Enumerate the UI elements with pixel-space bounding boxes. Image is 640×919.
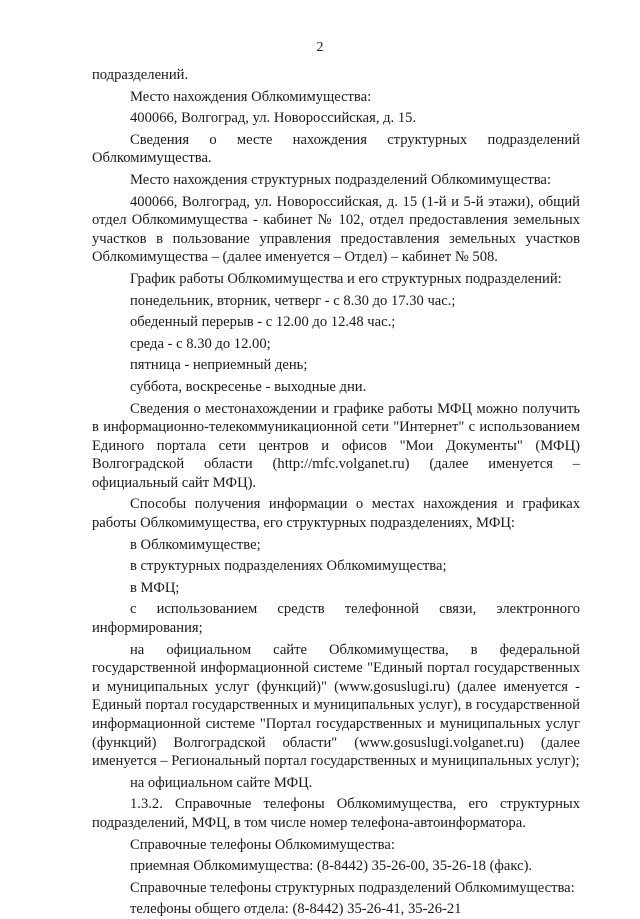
paragraph: на официальном сайте Облкомимущества, в федеральной государственной информационной системе "Единый портал государственных и муниципальных услуг (функций)" (www.gosuslugi.ru) (далее именуется - Единый портал государственных и муниципальных услуг), в государственной информационной системе "Портал государственных и муниципальных услуг (функций) Волгоградской области" (www.gosuslugi.volganet.ru) (далее именуется – Региональный портал государственных и муниципальных услуг);: [92, 641, 580, 770]
paragraph: в МФЦ;: [130, 579, 180, 596]
paragraph: Место нахождения структурных подразделений Облкомимущества:: [130, 171, 551, 188]
paragraph: с использованием средств телефонной связи, электронного информирования;: [92, 601, 580, 637]
paragraph: Справочные телефоны структурных подразделений Облкомимущества:: [130, 879, 575, 896]
paragraph: обеденный перерыв - с 12.00 до 12.48 час.;: [130, 314, 396, 331]
paragraph: 400066, Волгоград, ул. Новороссийская, д. 15 (1-й и 5-й этажи), общий отдел Облкомимущества - кабинет № 102, отдел предоставления земельных участков в пользование управления предоставления земельных участков Облкомимущества – (далее именуется – Отдел) – кабинет № 508.: [92, 193, 580, 266]
paragraph: приемная Облкомимущества: (8-8442) 35-26-00, 35-26-18 (факс).: [130, 858, 533, 875]
paragraph: на официальном сайте МФЦ.: [130, 774, 313, 791]
paragraph: Способы получения информации о местах нахождения и графиках работы Облкомимущества, его структурных подразделениях, МФЦ:: [92, 496, 580, 532]
paragraph: Место нахождения Облкомимущества:: [130, 88, 372, 105]
paragraph: График работы Облкомимущества и его структурных подразделений:: [130, 270, 562, 287]
paragraph: суббота, воскресенье - выходные дни.: [130, 378, 367, 395]
paragraph: в структурных подразделениях Облкомимущества;: [130, 558, 447, 575]
document-body: [92, 66, 580, 919]
paragraph: телефоны общего отдела: (8-8442) 35-26-41, 35-26-21: [130, 901, 462, 918]
paragraph: подразделений.: [92, 67, 189, 83]
paragraph: пятница - неприемный день;: [130, 357, 308, 374]
paragraph: в Облкомимуществе;: [130, 536, 261, 553]
paragraph: 1.3.2. Справочные телефоны Облкомимущества, его структурных подразделений, МФЦ, в том числе номер телефона-автоинформатора.: [92, 796, 580, 831]
paragraph: среда - с 8.30 до 12.00;: [130, 335, 271, 352]
paragraph: Сведения о местонахождении и графике работы МФЦ можно получить в информационно-телекоммуникационной сети "Интернет" с использованием Единого портала сети центров и офисов "Мои Документы" (МФЦ) Волгоградской области (http://mfc.volganet.ru) (далее именуется – официальный сайт МФЦ).: [92, 400, 580, 491]
paragraph: Сведения о месте нахождения структурных подразделений Облкомимущества.: [92, 131, 580, 167]
paragraph: Справочные телефоны Облкомимущества:: [130, 836, 395, 853]
page-number: 2: [316, 40, 324, 55]
paragraph: 400066, Волгоград, ул. Новороссийская, д. 15.: [130, 110, 417, 127]
paragraph: понедельник, вторник, четверг - с 8.30 до 17.30 час.;: [130, 292, 456, 309]
